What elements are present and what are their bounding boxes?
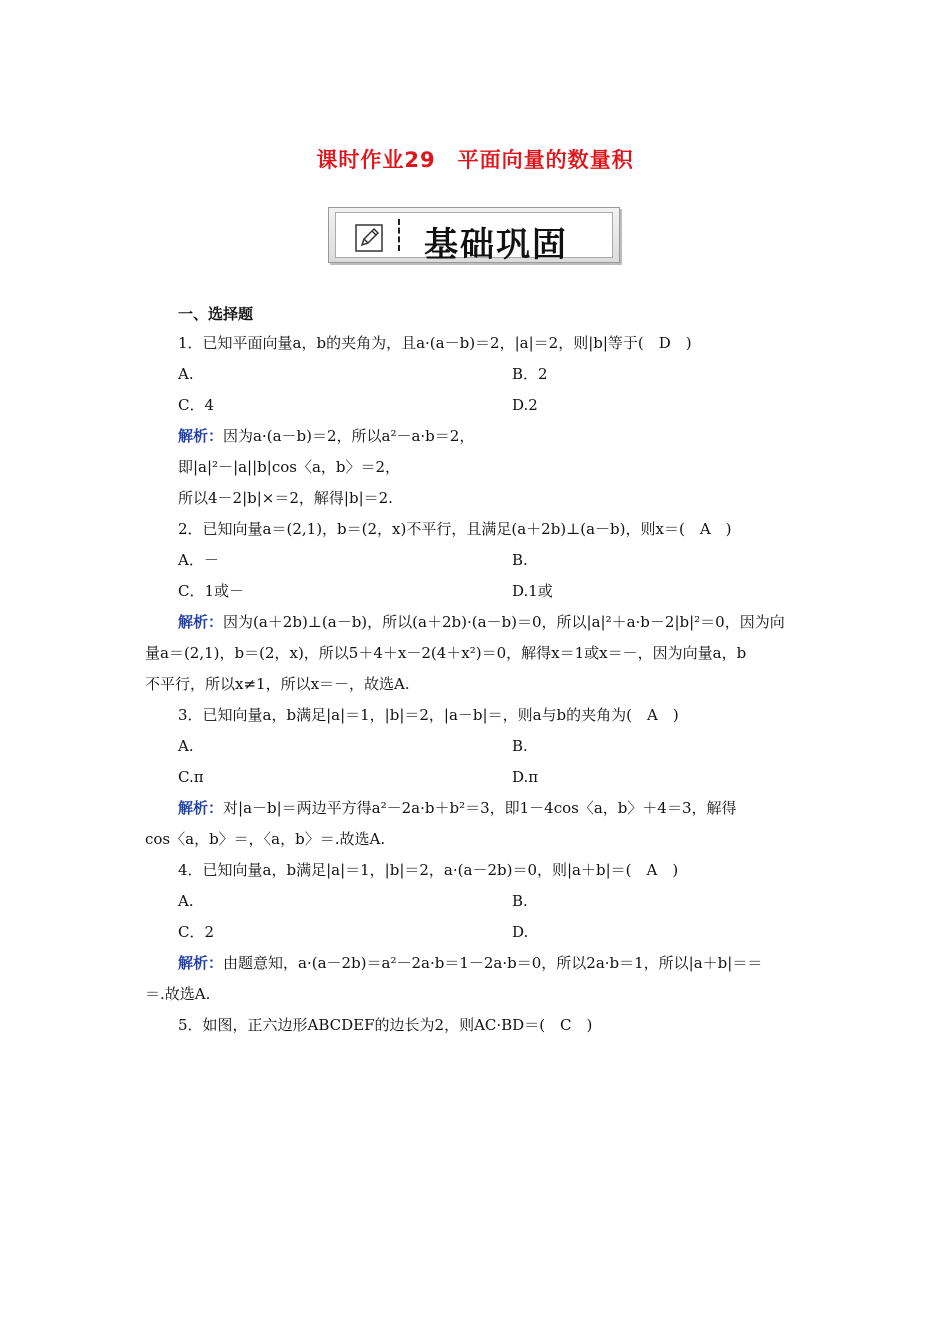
page-title: 课时作业29 平面向量的数量积 — [316, 148, 634, 172]
text-line — [512, 736, 528, 756]
text-line — [178, 550, 219, 570]
line-text: C．2 — [178, 923, 215, 941]
text-line — [512, 922, 528, 942]
line-text: B. — [512, 892, 528, 910]
line-text: A．－ — [178, 551, 219, 569]
line-text: A. — [178, 737, 194, 755]
line-text: A. — [178, 892, 194, 910]
text-line — [512, 767, 538, 787]
line-text: 对|a－b|＝两边平方得a²－2a·b＋b²＝3，即1－4cos〈a，b〉＋4＝3，解得 — [223, 799, 737, 817]
line-text: D.2 — [512, 396, 538, 414]
text-line — [145, 643, 746, 663]
text-line — [178, 860, 678, 880]
text-line — [178, 488, 393, 508]
text-line — [512, 395, 538, 415]
text-line — [178, 1015, 592, 1035]
banner-text: 基础巩固 — [424, 225, 568, 265]
line-text: 不平行，所以x≠1，所以x＝－，故选A. — [145, 675, 410, 693]
text-line — [145, 829, 385, 849]
banner-inner — [335, 212, 613, 265]
analysis-label: 解析： — [178, 799, 224, 817]
text-line — [178, 364, 194, 384]
line-text: 因为(a＋2b)⊥(a－b)，所以(a＋2b)·(a－b)＝0，所以|a|²＋a·b－2|b|²＝0，因为向 — [223, 613, 785, 631]
pencil-icon — [354, 223, 384, 253]
analysis-label: 解析： — [178, 954, 224, 972]
analysis-line — [178, 953, 762, 973]
text-line — [178, 922, 214, 942]
line-text: 4．已知向量a，b满足|a|＝1，|b|＝2，a·(a－2b)＝0，则|a＋b|＝( A ) — [178, 861, 679, 879]
text-line — [178, 519, 732, 539]
line-text: D. — [512, 923, 529, 941]
line-text: 5．如图，正六边形ABCDEF的边长为2，则AC·BD＝( C ) — [178, 1016, 593, 1034]
line-text: 由题意知，a·(a－2b)＝a²－2a·b＝1－2a·b＝0，所以2a·b＝1，所以|a＋b|＝＝ — [223, 954, 763, 972]
analysis-line — [178, 798, 737, 818]
line-text: 即|a|²－|a||b|cos〈a，b〉＝2， — [178, 458, 401, 476]
line-text: 量a＝(2,1)，b＝(2，x)，所以5＋4＋x－2(4＋x²)＝0，解得x＝1或x＝－，因为向量a，b — [145, 644, 747, 662]
text-line — [178, 457, 400, 477]
line-text: 因为a·(a－b)＝2，所以a²－a·b＝2， — [223, 427, 475, 445]
text-line — [178, 891, 194, 911]
line-text: C.π — [178, 768, 204, 786]
text-line — [512, 891, 528, 911]
text-line — [512, 364, 548, 384]
line-text: ＝.故选A. — [145, 985, 211, 1003]
line-text: D.π — [512, 768, 539, 786]
line-text: B．2 — [512, 365, 548, 383]
line-text: 所以4－2|b|×＝2，解得|b|＝2. — [178, 489, 393, 507]
text-line — [178, 395, 214, 415]
line-text: B. — [512, 737, 528, 755]
text-line — [178, 581, 244, 601]
analysis-line — [178, 426, 474, 446]
analysis-label: 解析： — [178, 427, 224, 445]
line-text: D.1或 — [512, 582, 553, 600]
text-line — [178, 333, 692, 353]
line-text: A. — [178, 365, 194, 383]
banner-divider — [398, 219, 400, 251]
section-banner — [328, 207, 620, 263]
text-line — [145, 674, 410, 694]
analysis-line — [178, 612, 785, 632]
line-text: cos〈a，b〉＝，〈a，b〉＝.故选A. — [145, 830, 386, 848]
analysis-label: 解析： — [178, 613, 224, 631]
text-line — [512, 550, 528, 570]
text-line — [178, 736, 194, 756]
line-text: 1．已知平面向量a，b的夹角为，且a·(a－b)＝2，|a|＝2，则|b|等于( D ) — [178, 334, 692, 352]
line-text: 3．已知向量a，b满足|a|＝1，|b|＝2，|a－b|＝，则a与b的夹角为( A ) — [178, 706, 679, 724]
line-text: B. — [512, 551, 528, 569]
section-heading: 一、选择题 — [178, 305, 254, 323]
text-line — [145, 984, 210, 1004]
text-line — [512, 581, 553, 601]
line-text: 2．已知向量a＝(2,1)，b＝(2，x)不平行，且满足(a＋2b)⊥(a－b)，则x＝( A ) — [178, 520, 732, 538]
text-line — [178, 767, 204, 787]
line-text: C．1或－ — [178, 582, 245, 600]
line-text: C．4 — [178, 396, 215, 414]
text-line — [178, 705, 679, 725]
